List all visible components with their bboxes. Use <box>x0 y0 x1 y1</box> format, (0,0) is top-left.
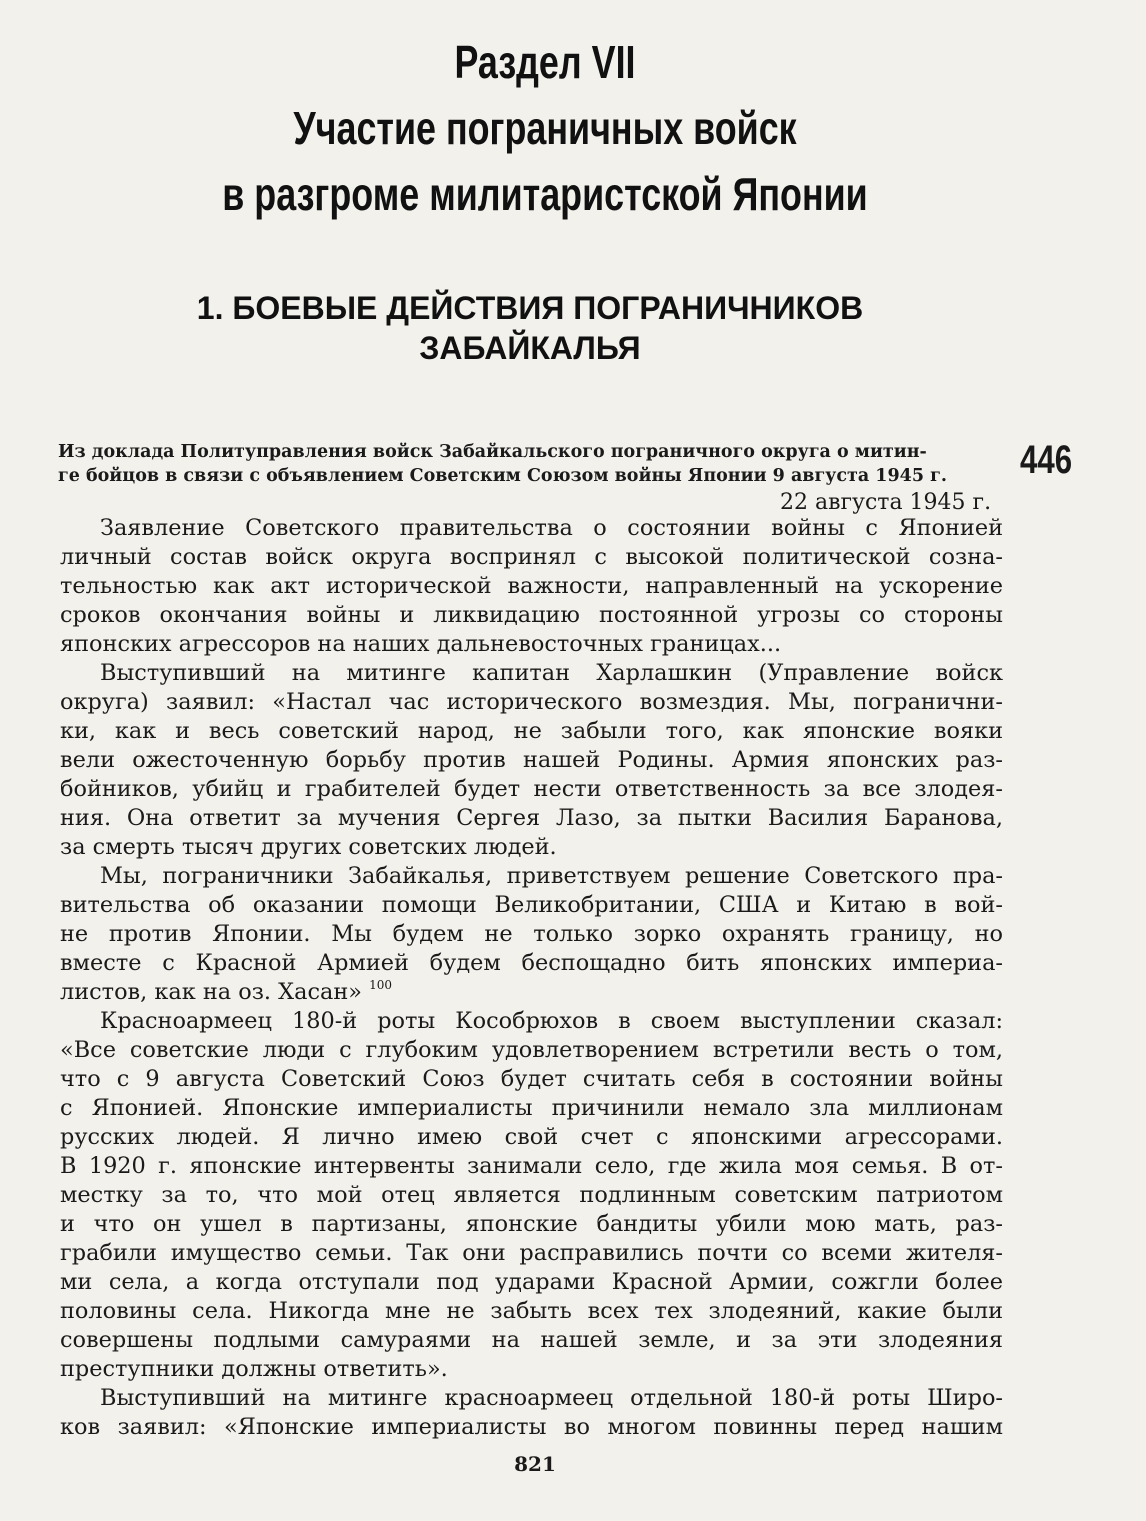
body-line: В 1920 г. японские интервенты занимали село, где жила моя семья. В от- <box>60 1153 1003 1179</box>
body-line: Выступивший на митинге красноармеец отдельной 180-й роты Широ- <box>100 1385 1003 1411</box>
caption-line: ге бойцов в связи с объявлением Советским Союзом войны Японии 9 августа 1945 г. <box>58 466 947 486</box>
body-line: тельностью как акт исторической важности, направленный на ускорение <box>60 573 1003 599</box>
section-title-line-2: в разгроме милитаристской Японии <box>222 168 868 220</box>
body-line: Красноармеец 180-й роты Кособрюхов в своем выступлении сказал: <box>100 1008 1003 1034</box>
body-line: вительства об оказании помощи Великобритании, США и Китаю в вой- <box>60 892 1003 918</box>
body-line: японских агрессоров на наших дальневосточных границах... <box>60 631 782 657</box>
chapter-title-line-1: 1. БОЕВЫЕ ДЕЙСТВИЯ ПОГРАНИЧНИКОВ <box>196 290 864 326</box>
document-caption <box>58 440 1008 488</box>
chapter-title-line-2: ЗАБАЙКАЛЬЯ <box>419 330 641 366</box>
body-line: округа) заявил: «Настал час исторического возмездия. Мы, погранични- <box>60 689 1003 715</box>
body-line: не против Японии. Мы будем не только зорко охранять границу, но <box>60 921 1003 947</box>
section-title-line-1: Участие пограничных войск <box>293 102 797 154</box>
body-line: русских людей. Я лично имею свой счет с японскими агрессорами. <box>60 1124 1003 1150</box>
body-line-text: листов, как на оз. Хасан» <box>60 979 362 1005</box>
body-line: ми села, а когда отступали под ударами Красной Армии, сожгли более <box>60 1269 1003 1295</box>
body-line <box>60 978 1003 1007</box>
body-line: Мы, пограничники Забайкалья, приветствуем решение Советского пра- <box>100 863 1003 889</box>
body-line: сроков окончания войны и ликвидацию постоянной угрозы со стороны <box>60 602 1003 628</box>
body-line: за смерть тысяч других советских людей. <box>60 834 557 860</box>
footnote-ref: 100 <box>369 978 392 992</box>
page-number: 821 <box>514 1452 556 1476</box>
section-heading: Раздел VII <box>454 36 636 88</box>
body-line: ков заявил: «Японские империалисты во многом повинны перед нашим <box>60 1414 1003 1440</box>
body-line: с Японией. Японские империалисты причинили немало зла миллионам <box>60 1095 1003 1121</box>
body-line: Заявление Советского правительства о состоянии войны с Японией <box>100 515 1003 541</box>
document-date: 22 августа 1945 г. <box>780 490 992 515</box>
body-line: совершены подлыми самураями на нашей земле, и за эти злодеяния <box>60 1327 1003 1353</box>
body-line: вместе с Красной Армией будем беспощадно бить японских империа- <box>60 950 1003 976</box>
body-line: что с 9 августа Советский Союз будет считать себя в состоянии войны <box>60 1066 1003 1092</box>
document-number: 446 <box>1020 438 1073 482</box>
body-line: бойников, убийц и грабителей будет нести ответственность за все злодея- <box>60 776 1003 802</box>
body-line: и что он ушел в партизаны, японские бандиты убили мою мать, раз- <box>60 1211 1003 1237</box>
body-line: личный состав войск округа воспринял с высокой политической созна- <box>60 544 1003 570</box>
body-line: вели ожесточенную борьбу против нашей Родины. Армия японских раз- <box>60 747 1003 773</box>
body-line: ки, как и весь советский народ, не забыли того, как японские вояки <box>60 718 1003 744</box>
body-line: «Все советские люди с глубоким удовлетворением встретили весть о том, <box>60 1037 1003 1063</box>
body-line: местку за то, что мой отец является подлинным советским патриотом <box>60 1182 1003 1208</box>
body-line: половины села. Никогда мне не забыть всех тех злодеяний, какие были <box>60 1298 1003 1324</box>
body-line: ния. Она ответит за мучения Сергея Лазо, за пытки Василия Баранова, <box>60 805 1003 831</box>
body-line: Выступивший на митинге капитан Харлашкин (Управление войск <box>100 660 1003 686</box>
caption-line: Из доклада Политуправления войск Забайкальского пограничного округа о митин- <box>58 442 927 462</box>
body-line: преступники должны ответить». <box>60 1356 448 1382</box>
body-line: грабили имущество семьи. Так они расправились почти со всеми жителя- <box>60 1240 1003 1266</box>
